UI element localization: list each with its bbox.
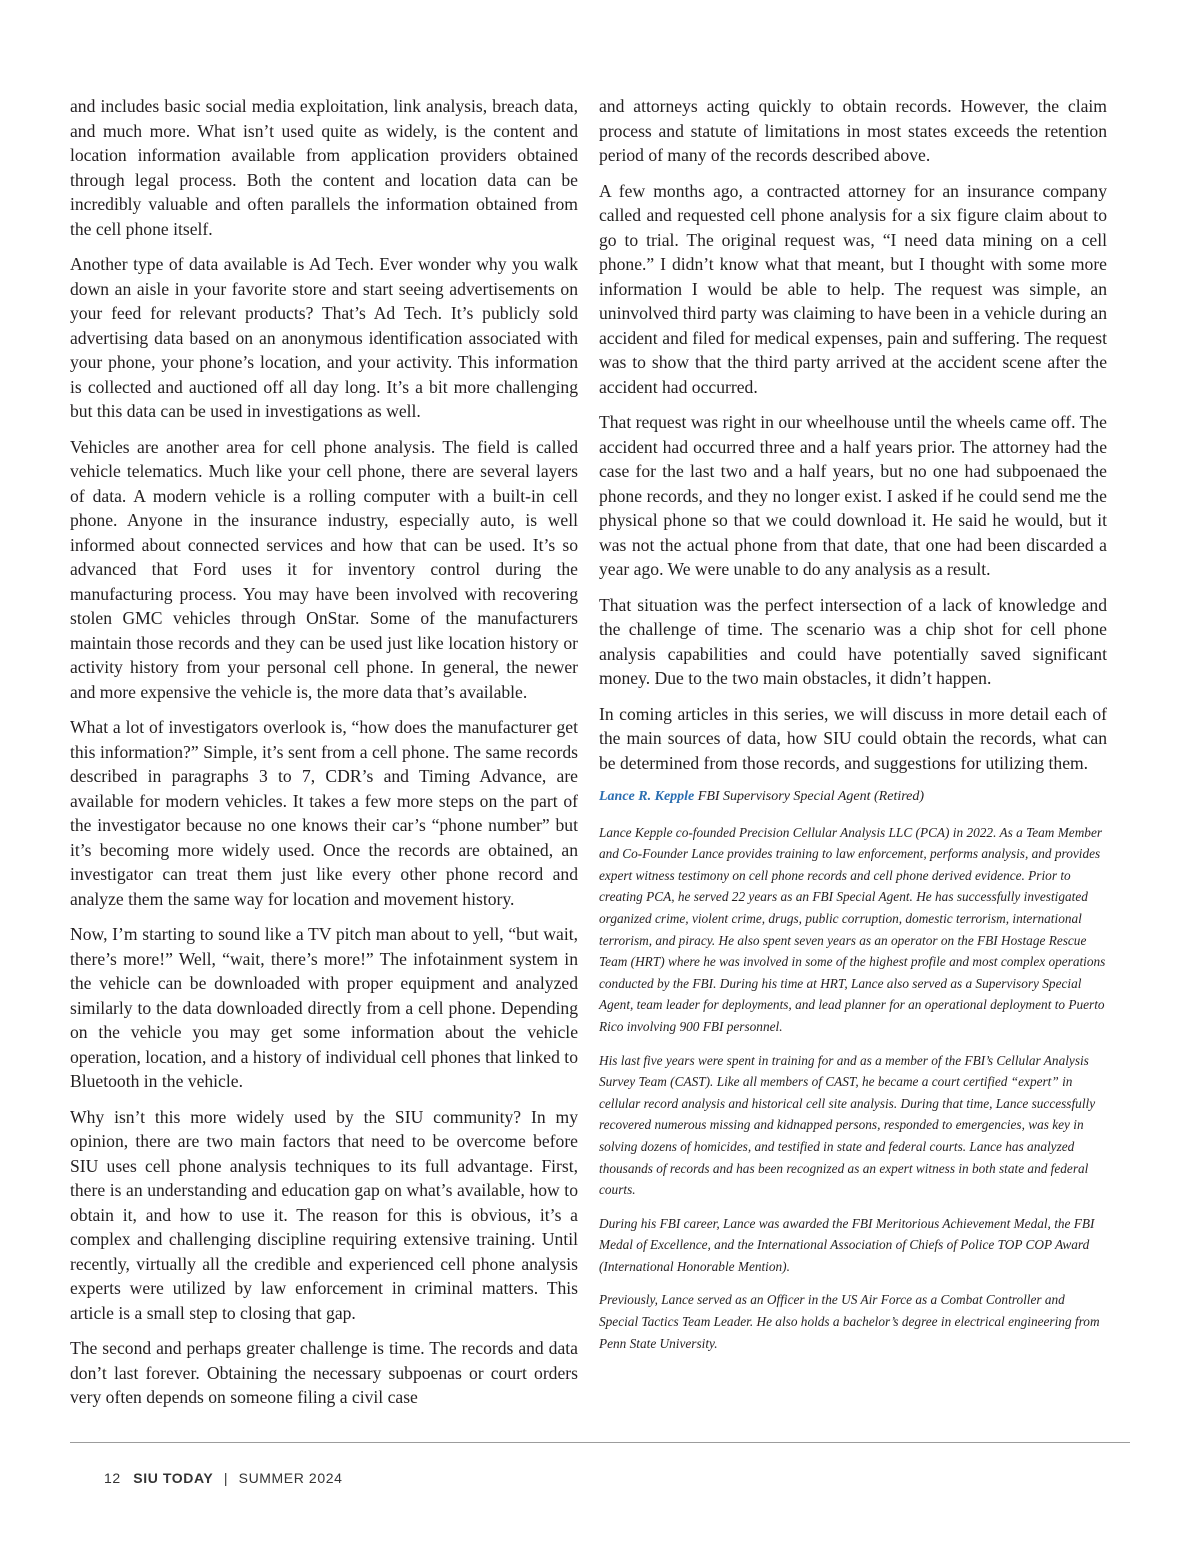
footer-divider	[70, 1442, 1130, 1443]
article-paragraph: Now, I’m starting to sound like a TV pitch man about to yell, “but wait, there’s more!” Well, “wait, there’s more!” The infotainment system in the vehicle can be downloaded with proper equipment and analyzed similarly to the data downloaded directly from a cell phone. Depending on the vehicle you may get some information about the vehicle operation, location, and a history of individual cell phones that linked to Bluetooth in the vehicle.	[70, 924, 578, 1091]
author-name: Lance R. Kepple	[599, 789, 695, 804]
issue-label: SUMMER 2024	[238, 1470, 343, 1486]
article-paragraph: That situation was the perfect intersection of a lack of knowledge and the challenge of time. The scenario was a chip shot for cell phone analysis capabilities and could have potentially saved significant money. Due to the two main obstacles, it didn’t happen.	[599, 594, 1107, 688]
page-footer	[104, 1470, 342, 1486]
article-paragraph: The second and perhaps greater challenge is time. The records and data don’t last forever. Obtaining the necessary subpoenas or court orders very often depends on someone filing a civil case	[70, 1338, 578, 1407]
article-paragraph: In coming articles in this series, we will discuss in more detail each of the main sources of data, how SIU could obtain the records, what can be determined from those records, and suggestions for utilizing them.	[599, 703, 1107, 773]
article-left-column	[70, 94, 578, 1421]
article-paragraph: and includes basic social media exploitation, link analysis, breach data, and much more. What isn’t used quite as widely, is the content and location information available from application providers obtained through legal process. Both the content and location data can be incredibly valuable and often parallels the information obtained from the cell phone itself.	[70, 96, 578, 239]
article-paragraph: Why isn’t this more widely used by the SIU community? In my opinion, there are two main factors that need to be overcome before SIU uses cell phone analysis techniques to its full advantage. First, there is an understanding and education gap on what’s available, how to obtain it, and how to use it. The reason for this is obvious, it’s a complex and challenging discipline requiring extensive training. Until recently, virtually all the credible and experienced cell phone analysis experts were utilized by law enforcement in criminal matters. This article is a small step to closing that gap.	[70, 1106, 578, 1323]
bio-paragraph: Previously, Lance served as an Officer in the US Air Force as a Combat Controller and Special Tactics Team Leader. He also holds a bachelor’s degree in electrical engineering from Penn State University.	[599, 1292, 1100, 1351]
article-paragraph: A few months ago, a contracted attorney for an insurance company called and requested cell phone analysis for a six figure claim about to go to trial. The original request was, “I need data mining on a cell phone.” I didn’t know what that meant, but I thought with some more information I would be able to help. The request was simple, an uninvolved third party was claiming to have been in a vehicle during an accident and filed for medical expenses, pain and suffering. The request was to show that the third party arrived at the accident scene after the accident had occurred.	[599, 180, 1107, 397]
footer-separator: |	[223, 1470, 229, 1486]
article-paragraph: That request was right in our wheelhouse until the wheels came off. The accident had occurred three and a half years prior. The attorney had the case for the last two and a half years, but no one had subpoenaed the phone records, and they no longer exist. I asked if he could send me the physical phone so that we could download it. He said he would, but it was not the actual phone from that date, that one had been discarded a year ago. We were unable to do any analysis as a result.	[599, 412, 1107, 579]
article-paragraph: Another type of data available is Ad Tech. Ever wonder why you walk down an aisle in your favorite store and start seeing advertisements on your feed for relevant products? That’s Ad Tech. It’s publicly sold advertising data based on an anonymous identification associated with your phone, your phone’s location, and your activity. This information is collected and auctioned off all day long. It’s a bit more challenging but this data can be used in investigations as well.	[70, 254, 578, 421]
author-bio	[599, 786, 1107, 1354]
article-right-column	[599, 94, 1107, 1366]
article-paragraph: Vehicles are another area for cell phone analysis. The field is called vehicle telematics. Much like your cell phone, there are several layers of data. A modern vehicle is a rolling computer with a built-in cell phone. Anyone in the insurance industry, especially auto, is well informed about connected services and how that can be used. It’s so advanced that Ford uses it for inventory control during the manufacturing process. You may have been involved with recovering stolen GMC vehicles through OnStar. Some of the manufacturers maintain those records and they can be used just like location history or activity history from your personal cell phone. In general, the newer and more expensive the vehicle is, the more data that’s available.	[70, 436, 578, 702]
bio-paragraph: His last five years were spent in training for and as a member of the FBI’s Cellular Analysis Survey Team (CAST). Like all members of CAST, he became a court certified “expert” in cellular record analysis and historical cell site analysis. During that time, Lance successfully recovered numerous missing and kidnapped persons, responded to emergencies, was key in solving dozens of homicides, and testified in state and federal courts. Lance has analyzed thousands of records and has been recognized as an expert witness in both state and federal courts.	[599, 1052, 1096, 1198]
article-paragraph: What a lot of investigators overlook is, “how does the manufacturer get this information?” Simple, it’s sent from a cell phone. The same records described in paragraphs 3 to 7, CDR’s and Timing Advance, are available for modern vehicles. It takes a few more steps on the part of the investigator because no one knows their car’s “phone number” but it’s becoming more widely used. Once the records are obtained, an investigator can treat them just like every other phone record and analyze them the same way for location and movement history.	[70, 717, 578, 909]
author-title: FBI Supervisory Special Agent (Retired)	[697, 789, 925, 804]
publication-name: SIU TODAY	[133, 1470, 214, 1486]
bio-paragraph: Lance Kepple co-founded Precision Cellular Analysis LLC (PCA) in 2022. As a Team Member and Co-Founder Lance provides training to law enforcement, performs analysis, and provides expert witness testimony on cell phone records and cell phone derived evidence. Prior to creating PCA, he served 22 years as an FBI Special Agent. He has successfully investigated organized crime, violent crime, drugs, public corruption, domestic terrorism, international terrorism, and piracy. He also spent seven years as an operator on the FBI Hostage Rescue Team (HRT) where he was involved in some of the highest profile and most complex operations conducted by the FBI. During his time at HRT, Lance also served as a Supervisory Special Agent, team leader for deployments, and lead planner for an operational deployment to Puerto Rico involving 900 FBI personnel.	[599, 824, 1106, 1034]
bio-paragraph: During his FBI career, Lance was awarded the FBI Meritorious Achievement Medal, the FBI Medal of Excellence, and the International Association of Chiefs of Police TOP COP Award (International Honorable Mention).	[599, 1215, 1095, 1274]
page-number: 12	[104, 1470, 121, 1486]
article-paragraph: and attorneys acting quickly to obtain records. However, the claim process and statute of limitations in most states exceeds the retention period of many of the records described above.	[599, 96, 1107, 165]
author-byline	[599, 786, 1107, 808]
